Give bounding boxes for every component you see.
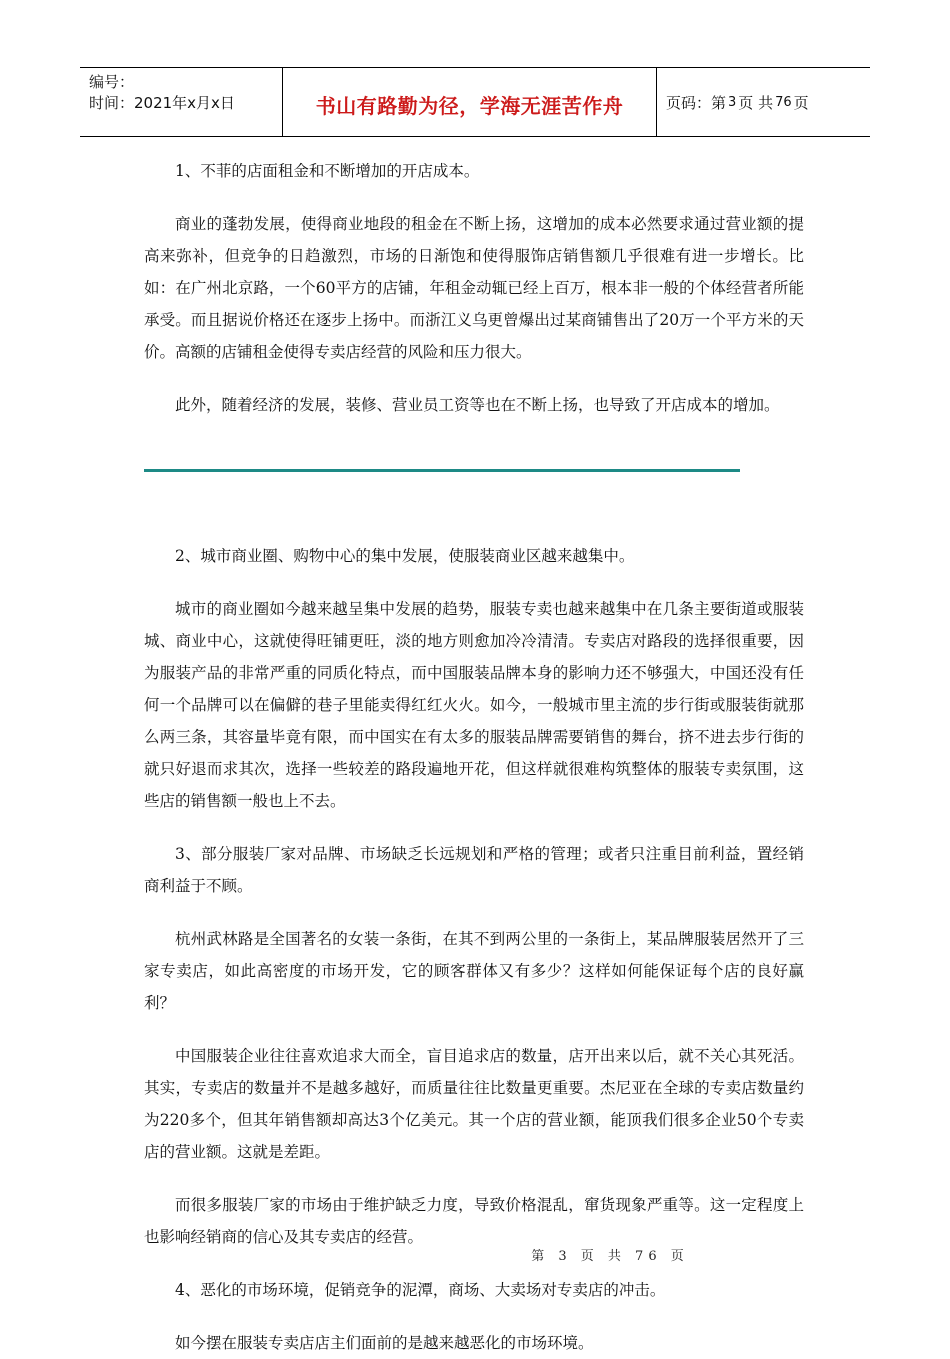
paragraph: 3、部分服装厂家对品牌、市场缺乏长远规划和严格的管理；或者只注重目前利益，置经销商利益于不顾。: [144, 845, 804, 895]
section-divider: [144, 469, 740, 472]
paragraph: 城市的商业圈如今越来越呈集中发展的趋势，服装专卖也越来越集中在几条主要街道或服装城、商业中心，这就使得旺铺更旺，淡的地方则愈加冷冷清清。专卖店对路段的选择很重要，因为服装产品的非常严重的同质化特点，而中国服装品牌本身的影响力还不够强大，中国还没有任何一个品牌可以在偏僻的巷子里能卖得红红火火。如今，一般城市里主流的步行街或服装街就那么两三条，其容量毕竟有限，而中国实在有太多的服装品牌需要销售的舞台，挤不进去步行街的就只好退而求其次，选择一些较差的路段遍地开花，但这样就很难构筑整体的服装专卖氛围，这些店的销售额一般也上不去。: [144, 600, 804, 810]
paragraph: 2、城市商业圈、购物中心的集中发展，使服装商业区越来越集中。: [175, 547, 635, 565]
header-motto: 书山有路勤为径，学海无涯苦作舟: [315, 93, 624, 118]
section-2: [144, 540, 804, 1359]
paragraph: 商业的蓬勃发展，使得商业地段的租金在不断上扬，这增加的成本必然要求通过营业额的提高来弥补，但竞争的日趋激烈，市场的日渐饱和使得服饰店销售额几乎很难有进一步增长。比如：在广州北京路，一个60平方的店铺，年租金动辄已经上百万，根本非一般的个体经营者所能承受。而且据说价格还在逐步上扬中。而浙江义乌更曾爆出过某商铺售出了20万一个平方米的天价。高额的店铺租金使得专卖店经营的风险和压力很大。: [144, 215, 804, 361]
header-number-label: 编号：: [89, 73, 135, 91]
header-page-end: 页: [793, 93, 809, 112]
header-time-label: 时间：2021年x月x日: [89, 94, 235, 112]
header-motto-cell: [283, 68, 657, 136]
paragraph: 而很多服装厂家的市场由于维护缺乏力度，导致价格混乱，窜货现象严重等。这一定程度上也影响经销商的信心及其专卖店的经营。: [144, 1196, 804, 1246]
page-footer: 第 3 页 共 76 页: [531, 1249, 689, 1264]
section-1: [144, 155, 804, 421]
paragraph: 如今摆在服装专卖店店主们面前的是越来越恶化的市场环境。: [175, 1334, 594, 1352]
paragraph: 此外，随着经济的发展，装修、营业员工资等也在不断上扬，也导致了开店成本的增加。: [175, 396, 780, 414]
paragraph: 1、不菲的店面租金和不断增加的开店成本。: [175, 162, 480, 180]
header-page-total: 76: [775, 94, 792, 110]
header-page-current: 3: [728, 94, 737, 110]
header-page-mid: 页 共: [738, 93, 774, 112]
paragraph: 杭州武林路是全国著名的女装一条街，在其不到两公里的一条街上，某品牌服装居然开了三家专卖店，如此高密度的市场开发，它的顾客群体又有多少？这样如何能保证每个店的良好赢利？: [144, 930, 804, 1012]
document-header: [80, 67, 870, 137]
header-page-cell: [657, 68, 870, 136]
header-meta-cell: [80, 68, 283, 136]
paragraph: 4、恶化的市场环境，促销竞争的泥潭，商场、大卖场对专卖店的冲击。: [175, 1281, 666, 1299]
header-page-label: 页码：第: [666, 93, 727, 112]
paragraph: 中国服装企业往往喜欢追求大而全，盲目追求店的数量，店开出来以后，就不关心其死活。其实，专卖店的数量并不是越多越好，而质量往往比数量更重要。杰尼亚在全球的专卖店数量约为220多个，但其年销售额却高达3个亿美元。其一个店的营业额，能顶我们很多企业50个专卖店的营业额。这就是差距。: [144, 1047, 804, 1161]
